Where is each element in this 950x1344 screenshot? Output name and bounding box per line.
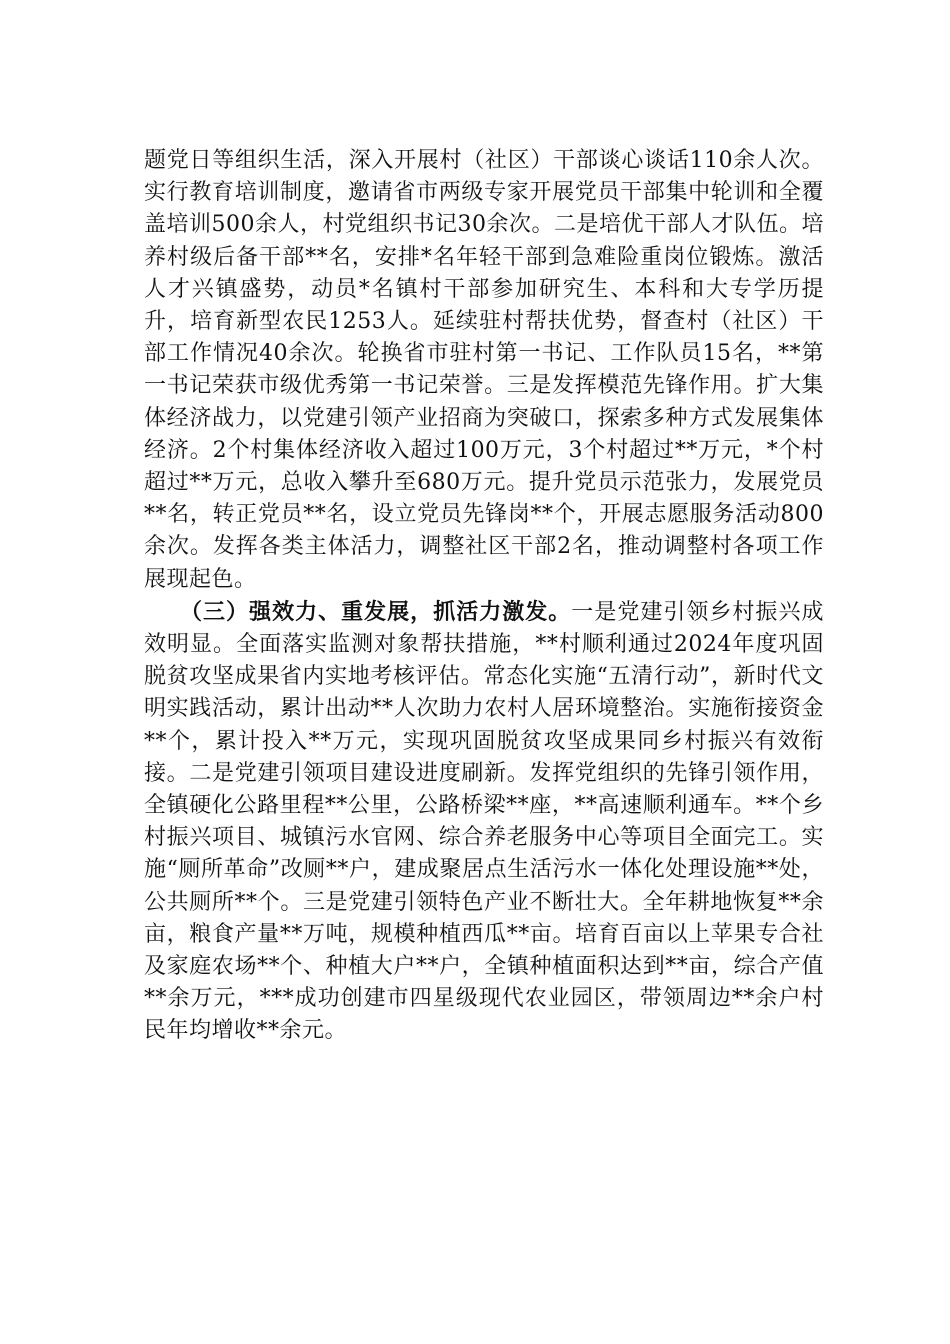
paragraph-body: 题党日等组织生活，深入开展村（社区）干部谈心谈话110余人次。实行教育培训制度，邀请省市两级专家开展党员干部集中轮训和全覆盖培训500余人，村党组织书记30余次。二是培优干部人才队伍。培养村级后备干部**名，安排*名年轻干部到急难险重岗位锻炼。激活人才兴镇盛势，动员*名镇村干部参加研究生、本科和大专学历提升，培育新型农民1253人。延续驻村帮扶优势，督查村（社区）干部工作情况40余次。轮换省市驻村第一书记、工作队员15名，**第一书记荣获市级优秀第一书记荣誉。三是发挥模范先锋作用。扩大集体经济战力，以党建引领产业招商为突破口，探索多种方式发展集体经济。2个村集体经济收入超过100万元，3个村超过**万元，*个村超过**万元，总收入攀升至680万元。提升党员示范张力，发展党员**名，转正党员**名，设立党员先锋岗**个，开展志愿服务活动800余次。发挥各类主体活力，调整社区干部2名，推动调整村各项工作展现起色。 [144,148,824,592]
paragraph-continuation [144,145,824,596]
section-heading: （三）强效力、重发展，抓活力激发。 [180,598,572,625]
document-page [144,145,824,1048]
paragraph-section-three [144,596,824,1048]
paragraph-body: 一是党建引领乡村振兴成效明显。全面落实监测对象帮扶措施，**村顺利通过2024年度巩固脱贫攻坚成果省内实地考核评估。常态化实施“五清行动”，新时代文明实践活动，累计出动**人次助力农村人居环境整治。实施衔接资金**个，累计投入**万元，实现巩固脱贫攻坚成果同乡村振兴有效衔接。二是党建引领项目建设进度刷新。发挥党组织的先锋引领作用，全镇硬化公路里程**公里，公路桥梁**座，**高速顺利通车。**个乡村振兴项目、城镇污水官网、综合养老服务中心等项目全面完工。实施“厕所革命”改厕**户，建成聚居点生活污水一体化处理设施**处，公共厕所**个。三是党建引领特色产业不断壮大。全年耕地恢复**余亩，粮食产量**万吨，规模种植西瓜**亩。培育百亩以上苹果专合社及家庭农场**个、种植大户**户，全镇种植面积达到**亩，综合产值**余万元，***成功创建市四星级现代农业园区，带领周边**余户村民年均增收**余元。 [144,599,824,1044]
